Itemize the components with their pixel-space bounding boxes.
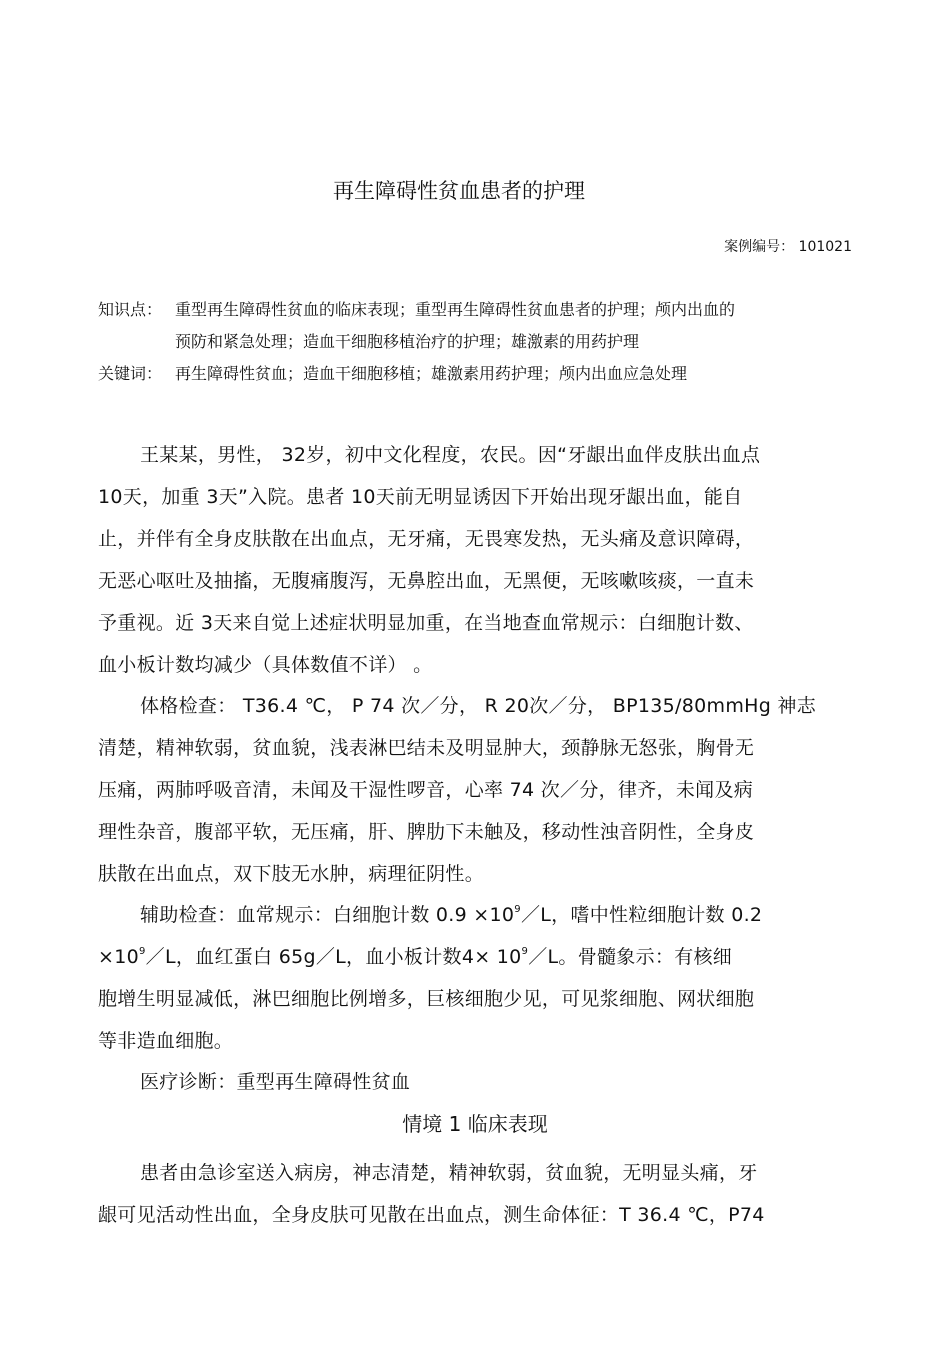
keywords: 再生障碍性贫血；造血干细胞移植；雄激素用药护理；颅内出血应急处理 bbox=[175, 364, 688, 383]
knowledge-line-1: 重型再生障碍性贫血的临床表现；重型再生障碍性贫血患者的护理；颅内出血的 bbox=[175, 300, 736, 319]
situation-line: 龈可见活动性出血，全身皮肤可见散在出血点，测生命体征：T 36.4 ℃，P74 bbox=[98, 1204, 765, 1226]
history-line: 王某某，男性， 32岁，初中文化程度，农民。因“牙龈出血伴皮肤出血点 bbox=[140, 444, 761, 466]
case-number: 案例编号： 101021 bbox=[724, 239, 852, 255]
knowledge-line-2: 预防和紧急处理；造血干细胞移植治疗的护理；雄激素的用药护理 bbox=[175, 332, 640, 351]
knowledge-label: 知识点： bbox=[98, 300, 163, 319]
aux-line: $\times 10^9/L$，血红蛋白 65g／L，血小板计数$4\times 10^9/L$。骨髓象示：有核细 bbox=[98, 946, 733, 968]
keywords-label: 关键词： bbox=[98, 364, 163, 383]
page-title: 再生障碍性贫血患者的护理 bbox=[333, 179, 585, 203]
aux-line: 胞增生明显减低，淋巴细胞比例增多，巨核细胞少见，可见浆细胞、网状细胞 bbox=[98, 988, 755, 1010]
aux-line: 辅助检查：血常规示：白细胞计数 $0.9 \times 10^9/L$，嗜中性粒细胞计数 0.2 bbox=[140, 904, 763, 926]
history-line: 予重视。近 3天来自觉上述症状明显加重，在当地查血常规示：白细胞计数、 bbox=[98, 612, 754, 634]
diagnosis: 医疗诊断：重型再生障碍性贫血 bbox=[140, 1071, 411, 1093]
history-line: 止，并伴有全身皮肤散在出血点，无牙痛，无畏寒发热，无头痛及意识障碍， bbox=[98, 528, 755, 550]
aux-line: 等非造血细胞。 bbox=[98, 1030, 234, 1052]
exam-line: 压痛，两肺呼吸音清，未闻及干湿性啰音，心率 74 次／分，律齐，未闻及病 bbox=[98, 779, 754, 801]
situation-line: 患者由急诊室送入病房，神志清楚，精神软弱，贫血貌，无明显头痛，牙 bbox=[140, 1162, 758, 1184]
section-title: 情境 1 临床表现 bbox=[402, 1112, 548, 1136]
exam-line: 理性杂音，腹部平软，无压痛，肝、脾肋下未触及，移动性浊音阴性，全身皮 bbox=[98, 821, 755, 843]
exam-line: 肤散在出血点，双下肢无水肿，病理征阴性。 bbox=[98, 863, 485, 885]
exam-line: 体格检查： T36.4 ℃， P 74 次／分， R 20次／分， BP135/80mmHg 神志 bbox=[140, 695, 817, 717]
exam-line: 清楚，精神软弱，贫血貌，浅表淋巴结未及明显肿大，颈静脉无怒张，胸骨无 bbox=[98, 737, 755, 759]
history-line: 血小板计数均减少（具体数值不详） 。 bbox=[98, 654, 433, 676]
history-line: 无恶心呕吐及抽搐，无腹痛腹泻，无鼻腔出血，无黑便，无咳嗽咳痰，一直未 bbox=[98, 570, 755, 592]
history-line: 10天，加重 3天”入院。患者 10天前无明显诱因下开始出现牙龈出血，能自 bbox=[98, 486, 743, 508]
